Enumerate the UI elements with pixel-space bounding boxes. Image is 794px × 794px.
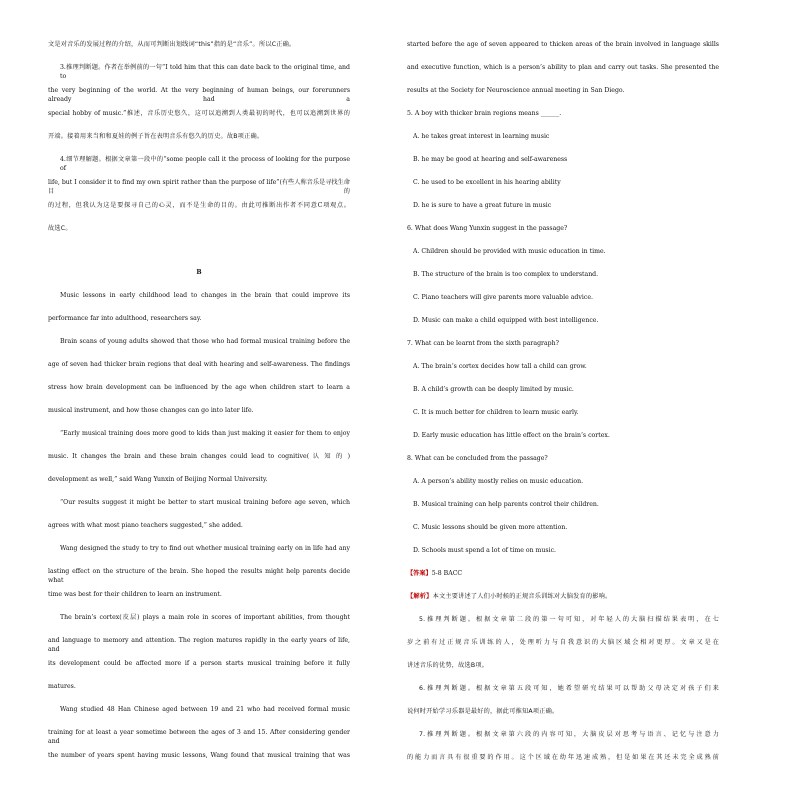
explanation-line: 的能力而言具有很重要的作用。这个区域在幼年迅速成熟，但是如果在其还未完全成熟前 (407, 754, 719, 761)
left-text-line: time was best for their children to learn an instrument. (48, 591, 222, 598)
left-text-line: Wang designed the study to try to find out whether musical training early on in life had any (60, 545, 350, 552)
left-text-line: matures. (48, 683, 76, 690)
right-text-line: results at the Society for Neuroscience annual meeting in San Diego. (407, 87, 625, 94)
left-text-line: 4.细节理解题。根据文章第一段中的“some people call it the process of looking for the purpose of (60, 156, 350, 172)
right-text-line: 7. What can be learnt from the sixth paragraph? (407, 340, 559, 347)
right-text-line: B. he may be good at hearing and self-awareness (413, 156, 568, 163)
right-text-line: C. he used to be excellent in his hearing ability (413, 179, 561, 186)
left-text-line: agrees with what most piano teachers suggested,” she added. (48, 522, 243, 529)
right-text-line: 6. What does Wang Yunxin suggest in the passage? (407, 225, 568, 232)
left-text-line: The brain’s cortex(皮层) plays a main role in scores of important abilities, from thought (60, 614, 350, 621)
left-text-line: “Our results suggest it might be better to start musical training before age seven, which (60, 499, 350, 506)
left-text-line: the very beginning of the world. At the very beginning of human beings, our forerunners already had a (48, 87, 350, 103)
left-text-line: 的过程，但我认为这是要探寻自己的心灵，而不是生命的目的。由此可推断出作者不同意C项观点。 (48, 202, 350, 209)
right-text-line: D. he is sure to have a great future in music (413, 202, 552, 209)
right-text-line: B. Musical training can help parents control their children. (413, 501, 599, 508)
left-text-line: performance far into adulthood, researchers say. (48, 315, 202, 322)
answer-line (407, 569, 719, 578)
right-text-line: C. It is much better for children to learn music early. (413, 409, 579, 416)
analysis-label: 【解析】 (407, 593, 433, 600)
answer-text: 5-8 BACC (431, 570, 463, 577)
right-text-line: B. A child’s growth can be deeply limited by music. (413, 386, 574, 393)
explanation-line: 讲述音乐的优势，故选B项。 (407, 662, 489, 669)
right-text-line: D. Early music education has little effect on the brain’s cortex. (413, 432, 610, 439)
explanation-line: 7.推理判断题。根据文章第六段的内容可知，大脑皮层对思考与语言、记忆与注意力 (419, 731, 719, 738)
left-text-line: 开端。接着用来当和和夏娃的例子旨在表明音乐有悠久的历史。故B项正确。 (48, 133, 264, 140)
right-text-line: A. A person’s ability mostly relies on music education. (413, 478, 584, 485)
right-text-line: D. Music can make a child equipped with best intelligence. (413, 317, 599, 324)
left-text-line: life, but I consider it to find my own spirit rather than the purpose of life”(有些人称音乐是寻找生命目的 (48, 179, 350, 195)
left-text-line: “Early musical training does more good to kids than just making it easier for them to enjoy (60, 430, 350, 437)
left-text-line: 文是对音乐的发展过程的介绍，从而可判断出划线词“this”指的是“音乐”。所以C正确。 (48, 41, 296, 48)
right-text-line: B. The structure of the brain is too complex to understand. (413, 271, 599, 278)
left-text-line: lasting effect on the structure of the brain. She hoped the results might help parents decide what (48, 568, 350, 584)
left-text-line: musical instrument, and how those changes can go into later life. (48, 407, 254, 414)
left-text-line: Wang studied 48 Han Chinese aged between 19 and 21 who had received formal music (60, 706, 350, 713)
explanation-line: 5.推理判断题。根据文章第二段的第一句可知，对年轻人的大脑扫描结果表明，在七 (419, 616, 719, 623)
right-text-line: A. Children should be provided with music education in time. (413, 248, 606, 255)
right-text-line: started before the age of seven appeared to thicken areas of the brain involved in language skills (407, 41, 719, 48)
right-text-line: 8. What can be concluded from the passage? (407, 455, 548, 462)
left-text-line: development as well,” said Wang Yunxin of Beijing Normal University. (48, 476, 268, 483)
right-text-line: and executive function, which is a person’s ability to plan and carry out tasks. She presented the (407, 64, 719, 71)
explanation-line: 说何时开始学习乐器是最好的，据此可推知A项正确。 (407, 708, 559, 715)
right-text-line: A. The brain’s cortex decides how tall a child can grow. (413, 363, 587, 370)
right-text-line: D. Schools must spend a lot of time on music. (413, 547, 556, 554)
left-text-line: its development could be affected more if a person starts musical training before it fully (48, 660, 350, 667)
left-text-line: training for at least a year sometime between the ages of 3 and 15. After considering gender and (48, 729, 350, 745)
explanation-line: 6.推理判断题。根据文章第五段可知，她希望研究结果可以帮助父母决定对孩子们来 (419, 685, 719, 692)
analysis-line (407, 592, 719, 601)
left-text-line: B (196, 269, 202, 276)
left-text-line: stress how brain development can be influenced by the age when children start to learn a (48, 384, 350, 391)
left-text-line: music. It changes the brain and these brain changes could lead to cognitive( 认 知 的 ) (48, 453, 350, 460)
left-text-line: age of seven had thicker brain regions that deal with hearing and self-awareness. The findings (48, 361, 350, 368)
right-text-line: 5. A boy with thicker brain regions means ______. (407, 110, 562, 117)
right-text-line: C. Piano teachers will give parents more valuable advice. (413, 294, 593, 301)
left-text-line: the number of years spent having music lessons, Wang found that musical training that was (48, 752, 350, 759)
explanation-line: 岁之前有过正规音乐训练的人，处理听力与自我意识的大脑区域会相对更厚。文章又是在 (407, 639, 719, 646)
answer-label: 【答案】 (407, 570, 432, 577)
left-text-line: special hobby of music.”推述，音乐历史悠久，这可以追溯到人类最初的时代，也可以追溯到世界的 (48, 110, 350, 117)
left-text-line: Music lessons in early childhood lead to changes in the brain that could improve its (60, 292, 350, 299)
left-text-line: and language to memory and attention. The region matures rapidly in the early years of life, and (48, 637, 350, 653)
left-text-line: 故选C。 (48, 225, 72, 232)
right-text-line: C. Music lessons should be given more attention. (413, 524, 568, 531)
left-text-line: 3.推理判断题。作者在举例前的一句“I told him that this can date back to the original time, and to (60, 64, 350, 80)
right-text-line: A. he takes great interest in learning music (413, 133, 550, 140)
analysis-text: 本文主要讲述了人们小时候的正规音乐训练对大脑发育的影响。 (432, 593, 612, 600)
left-text-line: Brain scans of young adults showed that those who had formal musical training before the (60, 338, 350, 345)
